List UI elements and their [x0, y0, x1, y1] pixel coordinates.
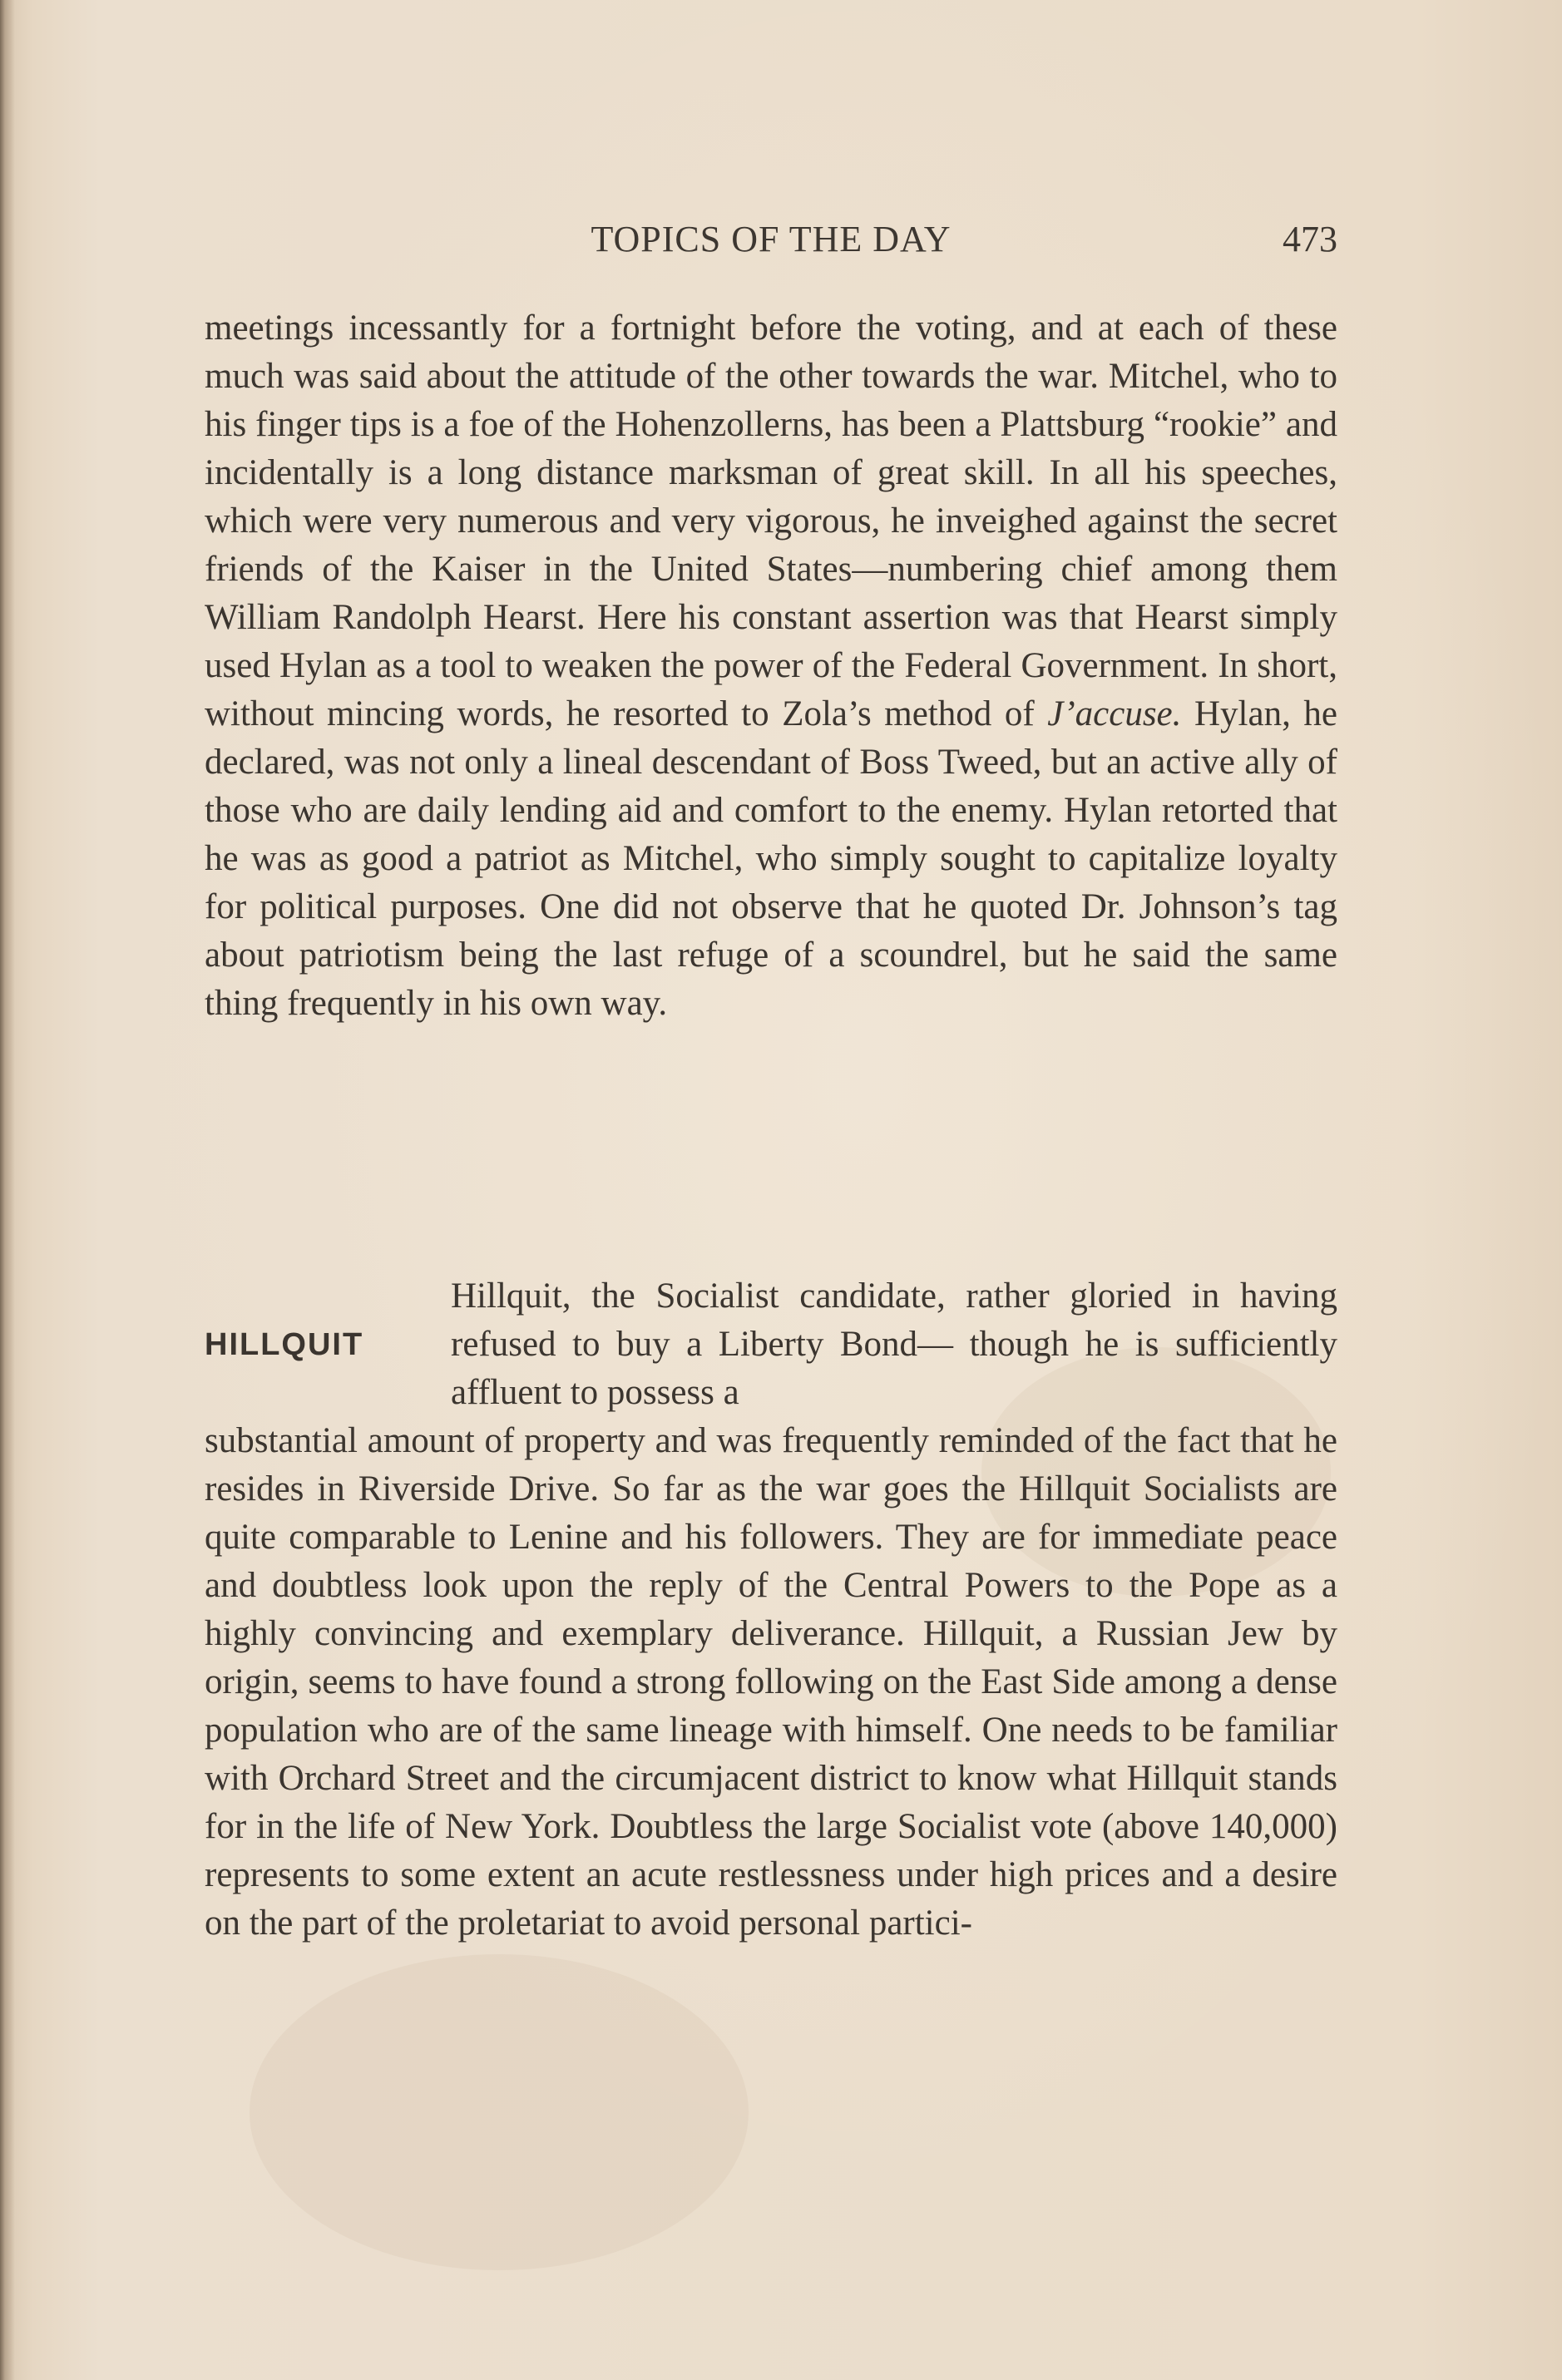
binding-edge — [0, 0, 15, 2380]
paragraph-2-indented-text: Hillquit, the Socialist candidate, rather gloried in having refused to buy a Liberty Bond— though he is sufficiently affluent to possess a — [451, 1276, 1337, 1412]
page-number: 473 — [1283, 219, 1337, 259]
italic-phrase: J’accuse. — [1047, 694, 1182, 733]
paragraph-2 — [205, 1272, 1337, 1948]
paragraph-2-indent-block — [205, 1272, 1337, 1417]
page-stain — [250, 1954, 749, 2270]
running-title: TOPICS OF THE DAY — [591, 219, 952, 259]
paragraph-1 — [205, 304, 1337, 1028]
paragraph-1-text-continued: Hylan, he declared, was not only a lineal descendant of Boss Tweed, but an active ally of those who are daily lending aid and comfort to the enemy. Hylan retorted that he was as good a patriot as Mitchel, who simply sought to capitalize loyalty for political purposes. One did not observe that he quoted Dr. Johnson’s tag about patriotism being the last refuge of a scoundrel, but he said the same thing frequently in his own way. — [205, 694, 1337, 1023]
page-header — [205, 218, 1337, 264]
side-heading: HILLQUIT — [205, 1327, 364, 1362]
paragraph-2-text: substantial amount of property and was frequently reminded of the fact that he resides in Riverside Drive. So far as the war goes the Hillquit Socialists are quite comparable to Lenine and his followers. They are for immediate peace and doubtless look upon the reply of the Central Powers to the Pope as a highly convincing and exemplary deliverance. Hillquit, a Russian Jew by origin, seems to have found a strong following on the East Side among a dense population who are of the same lineage with himself. One needs to be familiar with Orchard Street and the circumjacent district to know what Hillquit stands for in the life of New York. Doubtless the large Socialist vote (above 140,000) represents to some extent an acute restlessness under high prices and a desire on the part of the proletariat to avoid personal partici- — [205, 1421, 1337, 1943]
paragraph-1-text: meetings incessantly for a fortnight before the voting, and at each of these much was said about the attitude of the other towards the war. Mitchel, who to his finger tips is a foe of the Hohenzollerns, has been a Plattsburg “rookie” and incidentally is a long distance marksman of great skill. In all his speeches, which were very numerous and very vigorous, he inveighed against the secret friends of the Kaiser in the United States—numbering chief among them William Randolph Hearst. Here his constant assertion was that Hearst simply used Hylan as a tool to weaken the power of the Federal Government. In short, without mincing words, he resorted to Zola’s method of — [205, 309, 1337, 733]
side-heading-column — [205, 1272, 451, 1417]
